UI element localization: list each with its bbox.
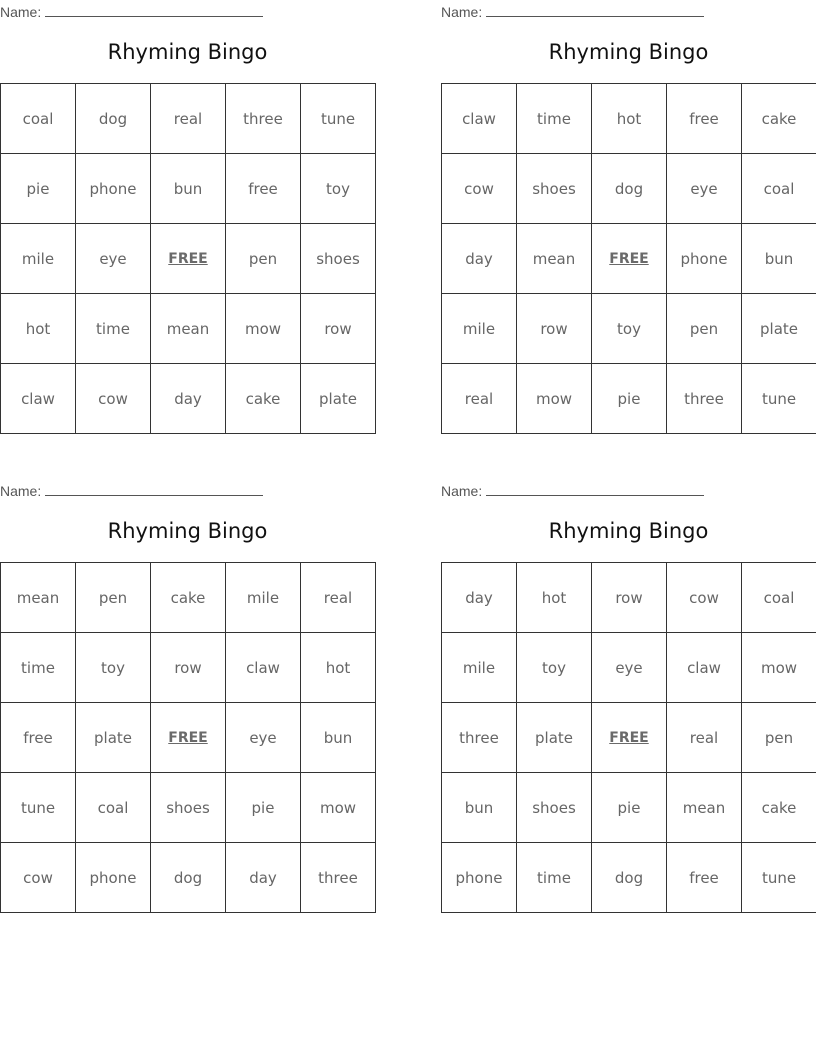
grid-cell: shoes (517, 154, 592, 224)
grid-cell: hot (301, 633, 376, 703)
grid-row (1, 154, 376, 224)
grid-cell: pie (226, 773, 301, 843)
grid-cell: claw (667, 633, 742, 703)
grid-cell: mean (517, 224, 592, 294)
grid-cell: real (151, 84, 226, 154)
grid-cell: eye (667, 154, 742, 224)
grid-cell: cake (151, 563, 226, 633)
grid-cell: dog (592, 843, 667, 913)
grid-cell: time (76, 294, 151, 364)
grid-cell: claw (442, 84, 517, 154)
grid-row (442, 294, 816, 364)
grid-cell: real (667, 703, 742, 773)
grid-cell: mean (1, 563, 76, 633)
grid-row (442, 773, 816, 843)
grid-cell: cake (742, 773, 816, 843)
grid-cell: pen (226, 224, 301, 294)
grid-cell: pie (592, 773, 667, 843)
grid-row (1, 224, 376, 294)
free-space-cell: FREE (592, 703, 667, 773)
grid-cell: claw (226, 633, 301, 703)
grid-cell: free (1, 703, 76, 773)
grid-row (442, 633, 816, 703)
grid-cell: tune (1, 773, 76, 843)
bingo-grid (441, 562, 816, 913)
grid-cell: hot (592, 84, 667, 154)
name-underline[interactable] (486, 4, 704, 17)
grid-cell: cake (226, 364, 301, 434)
grid-row (1, 364, 376, 434)
grid-cell: phone (76, 843, 151, 913)
grid-cell: mile (226, 563, 301, 633)
grid-cell: row (151, 633, 226, 703)
card-title: Rhyming Bingo (548, 519, 709, 543)
grid-cell: day (151, 364, 226, 434)
grid-row (1, 84, 376, 154)
grid-cell: day (226, 843, 301, 913)
grid-cell: eye (592, 633, 667, 703)
grid-cell: mow (517, 364, 592, 434)
name-underline[interactable] (45, 4, 263, 17)
grid-row (442, 84, 816, 154)
grid-cell: pen (76, 563, 151, 633)
grid-cell: bun (301, 703, 376, 773)
grid-cell: bun (151, 154, 226, 224)
grid-cell: mean (667, 773, 742, 843)
grid-cell: dog (76, 84, 151, 154)
grid-cell: cow (1, 843, 76, 913)
grid-cell: pie (1, 154, 76, 224)
name-label: Name: (441, 4, 483, 20)
grid-cell: mile (442, 294, 517, 364)
grid-row (442, 224, 816, 294)
grid-cell: row (517, 294, 592, 364)
grid-cell: phone (667, 224, 742, 294)
grid-cell: mow (742, 633, 816, 703)
grid-cell: dog (592, 154, 667, 224)
grid-cell: toy (76, 633, 151, 703)
name-field[interactable] (441, 483, 704, 499)
grid-cell: claw (1, 364, 76, 434)
grid-cell: pen (742, 703, 816, 773)
grid-cell: mile (1, 224, 76, 294)
grid-cell: pen (667, 294, 742, 364)
grid-cell: free (226, 154, 301, 224)
grid-cell: row (301, 294, 376, 364)
grid-row (1, 773, 376, 843)
grid-cell: coal (742, 563, 816, 633)
grid-cell: three (226, 84, 301, 154)
grid-cell: dog (151, 843, 226, 913)
grid-cell: plate (742, 294, 816, 364)
name-field[interactable] (0, 483, 263, 499)
grid-cell: time (517, 843, 592, 913)
grid-cell: free (667, 843, 742, 913)
grid-cell: mile (442, 633, 517, 703)
grid-cell: free (667, 84, 742, 154)
grid-cell: real (442, 364, 517, 434)
free-space-cell: FREE (592, 224, 667, 294)
grid-cell: plate (76, 703, 151, 773)
grid-cell: day (442, 563, 517, 633)
grid-cell: plate (517, 703, 592, 773)
grid-cell: three (667, 364, 742, 434)
grid-cell: day (442, 224, 517, 294)
grid-cell: mow (301, 773, 376, 843)
grid-cell: time (1, 633, 76, 703)
name-field[interactable] (0, 4, 263, 20)
grid-cell: real (301, 563, 376, 633)
grid-row (442, 703, 816, 773)
grid-cell: cake (742, 84, 816, 154)
free-space-cell: FREE (151, 703, 226, 773)
name-underline[interactable] (486, 483, 704, 496)
grid-row (1, 294, 376, 364)
grid-cell: shoes (517, 773, 592, 843)
bingo-grid (441, 83, 816, 434)
grid-cell: row (592, 563, 667, 633)
grid-cell: eye (76, 224, 151, 294)
grid-cell: hot (1, 294, 76, 364)
grid-row (1, 703, 376, 773)
bingo-grid (0, 83, 376, 434)
grid-cell: mow (226, 294, 301, 364)
grid-cell: pie (592, 364, 667, 434)
grid-cell: shoes (151, 773, 226, 843)
grid-cell: three (442, 703, 517, 773)
grid-cell: toy (592, 294, 667, 364)
grid-row (1, 633, 376, 703)
grid-cell: phone (442, 843, 517, 913)
grid-row (442, 563, 816, 633)
grid-cell: three (301, 843, 376, 913)
grid-cell: cow (76, 364, 151, 434)
grid-cell: bun (742, 224, 816, 294)
name-label: Name: (0, 483, 42, 499)
grid-row (442, 154, 816, 224)
name-label: Name: (0, 4, 42, 20)
grid-cell: tune (742, 843, 816, 913)
grid-cell: hot (517, 563, 592, 633)
name-underline[interactable] (45, 483, 263, 496)
free-space-cell: FREE (151, 224, 226, 294)
grid-cell: mean (151, 294, 226, 364)
name-field[interactable] (441, 4, 704, 20)
grid-row (442, 364, 816, 434)
grid-cell: phone (76, 154, 151, 224)
grid-row (1, 843, 376, 913)
grid-cell: time (517, 84, 592, 154)
card-title: Rhyming Bingo (107, 40, 268, 64)
bingo-grid (0, 562, 376, 913)
grid-cell: toy (301, 154, 376, 224)
grid-row (442, 843, 816, 913)
grid-cell: tune (742, 364, 816, 434)
grid-cell: cow (442, 154, 517, 224)
grid-cell: bun (442, 773, 517, 843)
grid-cell: cow (667, 563, 742, 633)
grid-cell: tune (301, 84, 376, 154)
grid-cell: coal (742, 154, 816, 224)
card-title: Rhyming Bingo (548, 40, 709, 64)
grid-cell: toy (517, 633, 592, 703)
grid-cell: coal (76, 773, 151, 843)
grid-cell: plate (301, 364, 376, 434)
grid-row (1, 563, 376, 633)
name-label: Name: (441, 483, 483, 499)
grid-cell: eye (226, 703, 301, 773)
grid-cell: coal (1, 84, 76, 154)
grid-cell: shoes (301, 224, 376, 294)
card-title: Rhyming Bingo (107, 519, 268, 543)
